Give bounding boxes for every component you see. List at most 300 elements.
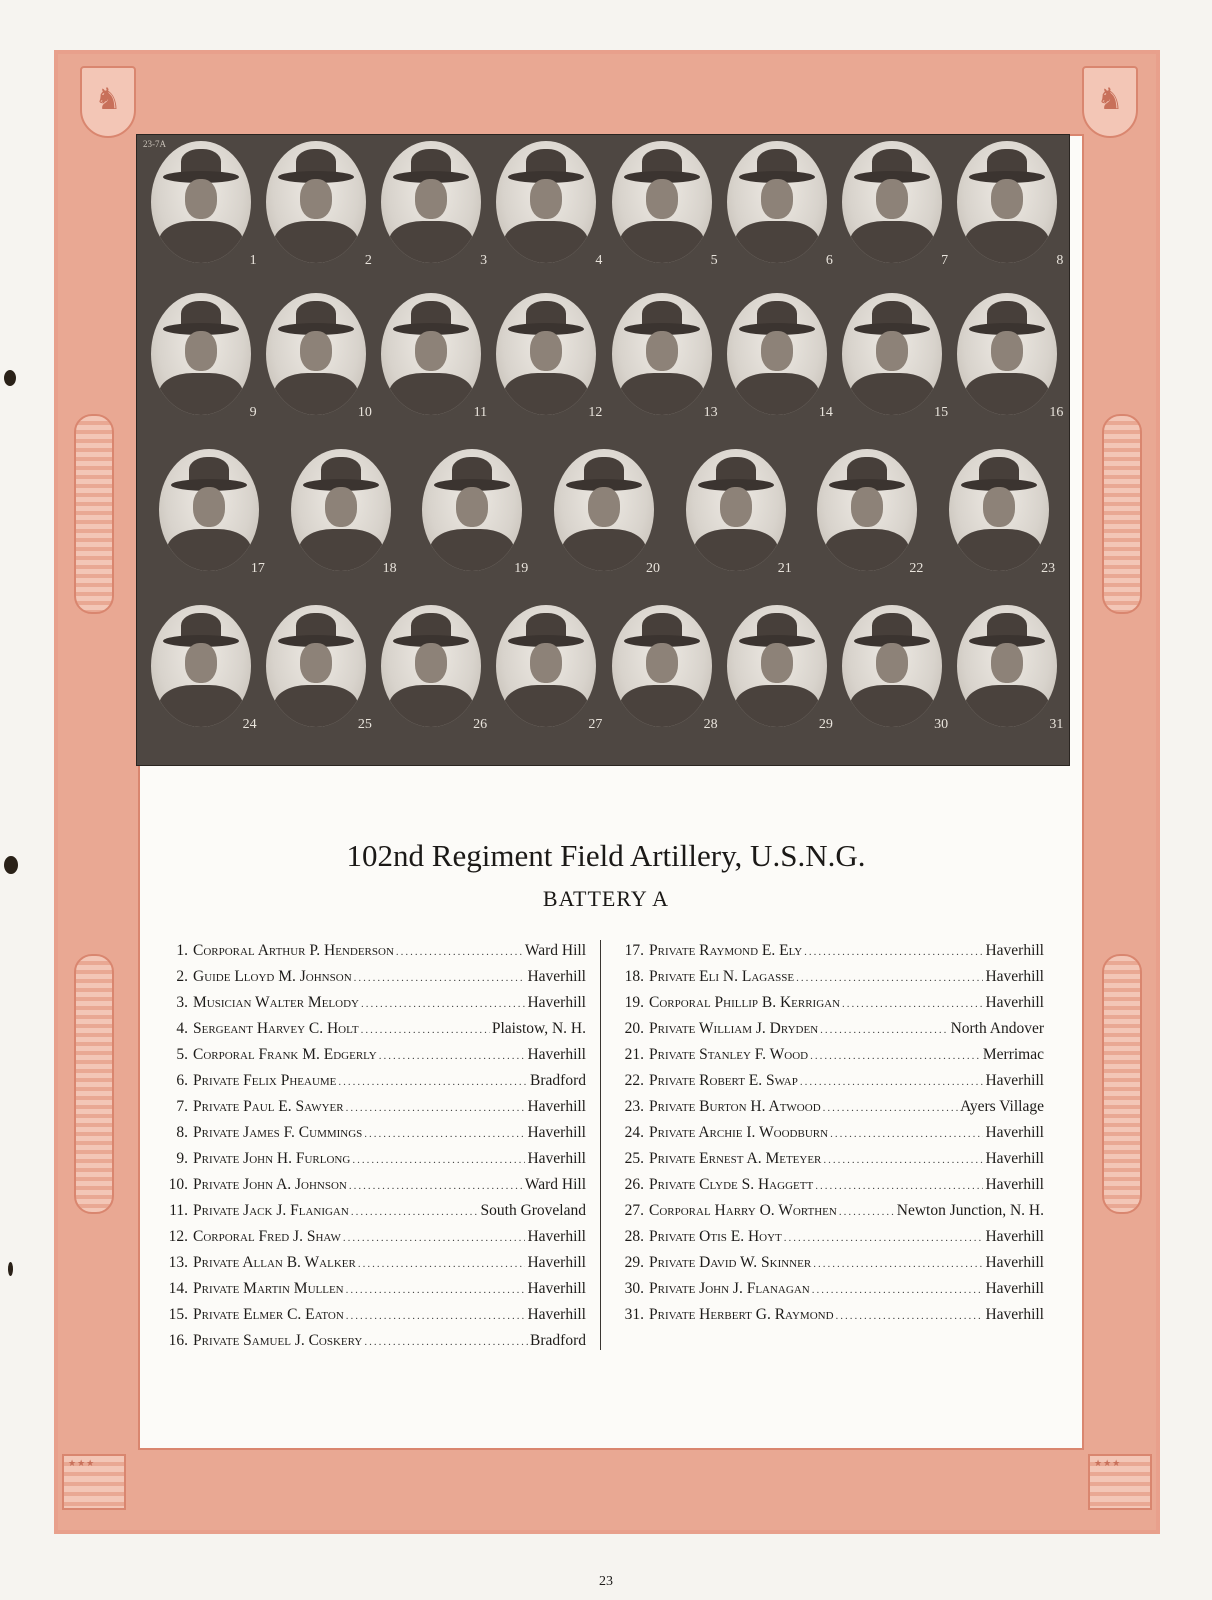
hometown: Haverhill bbox=[527, 1306, 586, 1323]
entry-number: 15. bbox=[168, 1306, 188, 1323]
soldier-portrait bbox=[381, 605, 488, 732]
roster-entry bbox=[614, 1302, 1044, 1328]
portrait-oval bbox=[151, 293, 251, 415]
face bbox=[761, 643, 793, 683]
panel-code: 23-7A bbox=[143, 139, 166, 149]
uniform bbox=[735, 373, 819, 415]
entry-number: 10. bbox=[168, 1176, 188, 1193]
roster-entry bbox=[158, 1120, 586, 1146]
hometown: Haverhill bbox=[985, 1254, 1044, 1271]
entry-number: 19. bbox=[624, 994, 644, 1011]
roster-entry bbox=[614, 1068, 1044, 1094]
portrait-oval bbox=[842, 293, 942, 415]
hometown: Haverhill bbox=[527, 1254, 586, 1271]
hometown: Bradford bbox=[530, 1332, 586, 1349]
uniform bbox=[965, 373, 1049, 415]
face bbox=[300, 179, 332, 219]
face bbox=[646, 643, 678, 683]
hometown: Haverhill bbox=[985, 968, 1044, 985]
soldier-name: Private John A. Johnson bbox=[193, 1176, 347, 1193]
soldier-portrait bbox=[266, 605, 372, 732]
portrait-oval bbox=[727, 605, 827, 727]
soldier-portrait bbox=[817, 449, 924, 576]
dot-leader bbox=[396, 939, 523, 965]
portrait-number: 28 bbox=[703, 717, 718, 732]
hometown: Haverhill bbox=[985, 1150, 1044, 1167]
dot-leader bbox=[810, 1043, 981, 1069]
soldier-name: Private John J. Flanagan bbox=[649, 1280, 810, 1297]
entry-number: 1. bbox=[176, 942, 188, 959]
entry-number: 30. bbox=[624, 1280, 644, 1297]
soldier-emblem-left: ♞ bbox=[80, 66, 136, 138]
face bbox=[876, 179, 908, 219]
face bbox=[185, 331, 217, 371]
soldier-name: Corporal Phillip B. Kerrigan bbox=[649, 994, 841, 1011]
portrait-oval bbox=[612, 605, 712, 727]
soldier-name: Musician Walter Melody bbox=[193, 994, 359, 1011]
dot-leader bbox=[815, 1173, 983, 1199]
soldier-name: Sergeant Harvey C. Holt bbox=[193, 1020, 359, 1037]
portrait-number: 27 bbox=[588, 717, 603, 732]
portrait-oval bbox=[842, 605, 942, 727]
entry-number: 3. bbox=[176, 994, 188, 1011]
portrait-number: 24 bbox=[242, 717, 257, 732]
hometown: Newton Junction, N. H. bbox=[896, 1202, 1044, 1219]
roster-entry bbox=[614, 938, 1044, 964]
soldier-portrait bbox=[957, 141, 1064, 268]
portrait-oval bbox=[817, 449, 917, 571]
dot-leader bbox=[813, 1251, 983, 1277]
soldier-portrait bbox=[496, 293, 603, 420]
face bbox=[530, 331, 562, 371]
entry-number: 21. bbox=[624, 1046, 644, 1063]
dot-leader bbox=[842, 991, 983, 1017]
roster-entry bbox=[158, 1042, 586, 1068]
portrait-oval bbox=[686, 449, 786, 571]
soldier-name: Private Raymond E. Ely bbox=[649, 942, 803, 959]
face bbox=[991, 643, 1023, 683]
portrait-number: 19 bbox=[514, 561, 529, 576]
portrait-number: 6 bbox=[825, 253, 833, 268]
portrait-number: 14 bbox=[818, 405, 833, 420]
portrait-number: 5 bbox=[710, 253, 718, 268]
uniform bbox=[504, 685, 588, 727]
hometown: Haverhill bbox=[985, 1072, 1044, 1089]
dot-leader bbox=[820, 1017, 948, 1043]
soldier-name: Private David W. Skinner bbox=[649, 1254, 812, 1271]
entry-number: 5. bbox=[176, 1046, 188, 1063]
hometown: Haverhill bbox=[527, 968, 586, 985]
uniform bbox=[274, 685, 358, 727]
roster-entry bbox=[158, 964, 586, 990]
soldier-portrait bbox=[727, 605, 833, 732]
hometown: Haverhill bbox=[985, 1280, 1044, 1297]
dot-leader bbox=[354, 965, 526, 991]
hometown: Haverhill bbox=[527, 1280, 586, 1297]
uniform bbox=[735, 221, 819, 263]
uniform bbox=[430, 529, 514, 571]
uniform bbox=[562, 529, 646, 571]
soldier-portrait bbox=[612, 141, 718, 268]
hometown: Haverhill bbox=[985, 1228, 1044, 1245]
soldier-name: Private Paul E. Sawyer bbox=[193, 1098, 344, 1115]
portrait-number: 4 bbox=[595, 253, 603, 268]
dot-leader bbox=[351, 1199, 479, 1225]
dot-leader bbox=[346, 1303, 526, 1329]
entry-number: 9. bbox=[176, 1150, 188, 1167]
entry-number: 31. bbox=[624, 1306, 644, 1323]
hometown: North Andover bbox=[950, 1020, 1044, 1037]
soldier-name: Private William J. Dryden bbox=[649, 1020, 819, 1037]
roster-entry bbox=[158, 1094, 586, 1120]
portrait-grid bbox=[136, 134, 1070, 766]
soldier-name: Private Allan B. Walker bbox=[193, 1254, 356, 1271]
soldier-name: Private Clyde S. Haggett bbox=[649, 1176, 814, 1193]
portrait-number: 16 bbox=[1049, 405, 1064, 420]
soldier-name: Corporal Arthur P. Henderson bbox=[193, 942, 394, 959]
soldier-portrait bbox=[151, 605, 257, 732]
soldier-portrait bbox=[842, 141, 949, 268]
soldier-name: Private Elmer C. Eaton bbox=[193, 1306, 344, 1323]
uniform bbox=[159, 221, 243, 263]
portrait-number: 25 bbox=[357, 717, 372, 732]
face bbox=[193, 487, 225, 527]
hometown: Ward Hill bbox=[524, 942, 586, 959]
portrait-oval bbox=[266, 605, 366, 727]
hometown: Haverhill bbox=[985, 994, 1044, 1011]
face bbox=[876, 331, 908, 371]
dot-leader bbox=[812, 1277, 984, 1303]
roster-entry bbox=[614, 1250, 1044, 1276]
face bbox=[456, 487, 488, 527]
soldier-name: Guide Lloyd M. Johnson bbox=[193, 968, 352, 985]
face bbox=[991, 331, 1023, 371]
hometown: Merrimac bbox=[982, 1046, 1044, 1063]
dot-leader bbox=[364, 1121, 525, 1147]
hometown: South Groveland bbox=[480, 1202, 586, 1219]
portrait-number: 26 bbox=[473, 717, 488, 732]
portrait-oval bbox=[159, 449, 259, 571]
uniform bbox=[957, 529, 1041, 571]
entry-number: 20. bbox=[624, 1020, 644, 1037]
face bbox=[646, 179, 678, 219]
portrait-oval bbox=[496, 141, 596, 263]
roster-entry bbox=[158, 1146, 586, 1172]
uniform bbox=[825, 529, 909, 571]
uniform bbox=[299, 529, 383, 571]
face bbox=[761, 331, 793, 371]
soldier-portrait bbox=[381, 141, 488, 268]
soldier-portrait bbox=[381, 293, 488, 420]
portrait-number: 11 bbox=[473, 405, 488, 420]
page-title: 102nd Regiment Field Artillery, U.S.N.G. bbox=[346, 838, 866, 873]
roster-entry bbox=[158, 1276, 586, 1302]
portrait-oval bbox=[727, 141, 827, 263]
uniform bbox=[694, 529, 778, 571]
uniform bbox=[274, 221, 358, 263]
uniform bbox=[159, 685, 243, 727]
portrait-oval bbox=[612, 141, 712, 263]
uniform bbox=[389, 685, 473, 727]
scroll-ornament-left bbox=[74, 414, 114, 614]
portrait-number: 30 bbox=[934, 717, 949, 732]
roster-entry bbox=[614, 1042, 1044, 1068]
uniform bbox=[504, 373, 588, 415]
uniform bbox=[850, 685, 934, 727]
portrait-number: 12 bbox=[588, 405, 603, 420]
roster-entry bbox=[614, 964, 1044, 990]
uniform bbox=[159, 373, 243, 415]
page-subtitle: BATTERY A bbox=[542, 886, 670, 911]
entry-number: 13. bbox=[168, 1254, 188, 1271]
soldier-name: Corporal Fred J. Shaw bbox=[193, 1228, 341, 1245]
soldier-name: Corporal Frank M. Edgerly bbox=[193, 1046, 377, 1063]
soldier-portrait bbox=[151, 141, 257, 268]
roster-entry bbox=[614, 1198, 1044, 1224]
roster-entry bbox=[158, 938, 586, 964]
face bbox=[646, 331, 678, 371]
dot-leader bbox=[343, 1225, 526, 1251]
portrait-number: 15 bbox=[934, 405, 949, 420]
portrait-oval bbox=[151, 605, 251, 727]
roster-right-column bbox=[614, 938, 1044, 1328]
portrait-oval bbox=[381, 293, 481, 415]
soldier-portrait bbox=[949, 449, 1056, 576]
uniform bbox=[965, 221, 1049, 263]
uniform bbox=[850, 221, 934, 263]
hometown: Haverhill bbox=[985, 942, 1044, 959]
soldier-name: Private Eli N. Lagasse bbox=[649, 968, 795, 985]
entry-number: 7. bbox=[176, 1098, 188, 1115]
soldier-portrait bbox=[422, 449, 529, 576]
soldier-portrait bbox=[686, 449, 792, 576]
dot-leader bbox=[800, 1069, 984, 1095]
flag-emblem-left: ★★★ bbox=[62, 1454, 126, 1510]
portrait-oval bbox=[266, 141, 366, 263]
page-number: 23 bbox=[599, 1574, 613, 1589]
soldier-portrait bbox=[957, 605, 1064, 732]
roster-entry bbox=[158, 1016, 586, 1042]
soldier-portrait bbox=[291, 449, 397, 576]
roster-entry bbox=[614, 1120, 1044, 1146]
hometown: Haverhill bbox=[527, 1150, 586, 1167]
soldier-name: Private Archie I. Woodburn bbox=[649, 1124, 829, 1141]
scroll-ornament-left bbox=[74, 954, 114, 1214]
entry-number: 23. bbox=[624, 1098, 644, 1115]
roster-entry bbox=[158, 1068, 586, 1094]
soldier-name: Private Robert E. Swap bbox=[649, 1072, 798, 1089]
entry-number: 8. bbox=[176, 1124, 188, 1141]
soldier-portrait bbox=[842, 293, 949, 420]
face bbox=[185, 179, 217, 219]
uniform bbox=[504, 221, 588, 263]
dot-leader bbox=[804, 939, 983, 965]
face bbox=[991, 179, 1023, 219]
face bbox=[415, 179, 447, 219]
uniform bbox=[389, 373, 473, 415]
dot-leader bbox=[823, 1147, 983, 1173]
roster-entry bbox=[158, 1172, 586, 1198]
portrait-oval bbox=[291, 449, 391, 571]
hometown: Haverhill bbox=[985, 1124, 1044, 1141]
roster-entry bbox=[614, 990, 1044, 1016]
portrait-number: 21 bbox=[777, 561, 792, 576]
soldier-name: Private James F. Cummings bbox=[193, 1124, 363, 1141]
portrait-oval bbox=[496, 293, 596, 415]
soldier-name: Private Jack J. Flanigan bbox=[193, 1202, 349, 1219]
roster-entry bbox=[614, 1146, 1044, 1172]
dot-leader bbox=[796, 965, 983, 991]
soldier-portrait bbox=[496, 605, 603, 732]
portrait-number: 29 bbox=[818, 717, 833, 732]
soldier-portrait bbox=[727, 141, 833, 268]
portrait-oval bbox=[422, 449, 522, 571]
soldier-name: Private Martin Mullen bbox=[193, 1280, 344, 1297]
hometown: Haverhill bbox=[527, 1228, 586, 1245]
face bbox=[876, 643, 908, 683]
soldier-name: Private Felix Pheaume bbox=[193, 1072, 337, 1089]
roster-entry bbox=[614, 1172, 1044, 1198]
portrait-oval bbox=[727, 293, 827, 415]
scroll-ornament-right bbox=[1102, 414, 1142, 614]
portrait-oval bbox=[957, 293, 1057, 415]
soldier-name: Private Ernest A. Meteyer bbox=[649, 1150, 822, 1167]
dot-leader bbox=[338, 1069, 528, 1095]
entry-number: 24. bbox=[624, 1124, 644, 1141]
dot-leader bbox=[364, 1329, 528, 1355]
portrait-oval bbox=[381, 141, 481, 263]
entry-number: 17. bbox=[624, 942, 644, 959]
binder-hole bbox=[4, 370, 16, 386]
soldier-portrait bbox=[842, 605, 949, 732]
portrait-number: 1 bbox=[249, 253, 257, 268]
hometown: Ayers Village bbox=[960, 1098, 1044, 1115]
roster-entry bbox=[158, 1328, 586, 1354]
portrait-oval bbox=[496, 605, 596, 727]
uniform bbox=[389, 221, 473, 263]
hometown: Haverhill bbox=[985, 1306, 1044, 1323]
soldier-portrait bbox=[554, 449, 660, 576]
uniform bbox=[620, 373, 704, 415]
portrait-number: 22 bbox=[909, 561, 924, 576]
dot-leader bbox=[361, 1017, 490, 1043]
dot-leader bbox=[823, 1095, 958, 1121]
face bbox=[300, 643, 332, 683]
portrait-number: 20 bbox=[646, 561, 660, 576]
face bbox=[185, 643, 217, 683]
hometown: Haverhill bbox=[527, 1124, 586, 1141]
uniform bbox=[620, 685, 704, 727]
portrait-oval bbox=[957, 605, 1057, 727]
soldier-portrait bbox=[496, 141, 603, 268]
entry-number: 29. bbox=[624, 1254, 644, 1271]
dot-leader bbox=[379, 1043, 526, 1069]
face bbox=[530, 179, 562, 219]
face bbox=[415, 331, 447, 371]
entry-number: 2. bbox=[176, 968, 188, 985]
soldier-name: Private Herbert G. Raymond bbox=[649, 1306, 834, 1323]
portrait-oval bbox=[612, 293, 712, 415]
portrait-oval bbox=[949, 449, 1049, 571]
hometown: Plaistow, N. H. bbox=[491, 1020, 586, 1037]
portrait-number: 3 bbox=[480, 253, 488, 268]
dot-leader bbox=[836, 1303, 984, 1329]
uniform bbox=[850, 373, 934, 415]
entry-number: 18. bbox=[624, 968, 644, 985]
face bbox=[415, 643, 447, 683]
roster-entry bbox=[614, 1276, 1044, 1302]
soldier-portrait bbox=[266, 293, 372, 420]
soldier-emblem-right: ♞ bbox=[1082, 66, 1138, 138]
entry-number: 11. bbox=[169, 1202, 188, 1219]
entry-number: 22. bbox=[624, 1072, 644, 1089]
soldier-name: Private Otis E. Hoyt bbox=[649, 1228, 782, 1245]
portrait-number: 8 bbox=[1056, 253, 1064, 268]
hometown: Haverhill bbox=[527, 1046, 586, 1063]
face bbox=[851, 487, 883, 527]
portrait-number: 18 bbox=[382, 561, 397, 576]
dot-leader bbox=[358, 1251, 526, 1277]
portrait-oval bbox=[151, 141, 251, 263]
face bbox=[530, 643, 562, 683]
face bbox=[720, 487, 752, 527]
dot-leader bbox=[349, 1173, 523, 1199]
soldier-portrait bbox=[957, 293, 1064, 420]
roster-entry bbox=[158, 1302, 586, 1328]
hometown: Haverhill bbox=[527, 1098, 586, 1115]
uniform bbox=[167, 529, 251, 571]
entry-number: 28. bbox=[624, 1228, 644, 1245]
portrait-oval bbox=[554, 449, 654, 571]
column-divider bbox=[600, 940, 601, 1350]
dot-leader bbox=[830, 1121, 983, 1147]
dot-leader bbox=[361, 991, 525, 1017]
soldier-portrait bbox=[159, 449, 265, 576]
hometown: Haverhill bbox=[527, 994, 586, 1011]
face bbox=[588, 487, 620, 527]
face bbox=[325, 487, 357, 527]
soldier-portrait bbox=[612, 605, 718, 732]
soldier-name: Private John H. Furlong bbox=[193, 1150, 351, 1167]
entry-number: 14. bbox=[168, 1280, 188, 1297]
portrait-number: 10 bbox=[357, 405, 372, 420]
roster-entry bbox=[158, 1250, 586, 1276]
uniform bbox=[274, 373, 358, 415]
roster-entry bbox=[158, 1224, 586, 1250]
portrait-number: 9 bbox=[249, 405, 257, 420]
roster-entry bbox=[614, 1094, 1044, 1120]
soldier-name: Corporal Harry O. Worthen bbox=[649, 1202, 837, 1219]
portrait-number: 2 bbox=[364, 253, 372, 268]
soldier-name: Private Stanley F. Wood bbox=[649, 1046, 809, 1063]
entry-number: 12. bbox=[168, 1228, 188, 1245]
entry-number: 4. bbox=[176, 1020, 188, 1037]
portrait-number: 17 bbox=[250, 561, 265, 576]
portrait-number: 31 bbox=[1049, 717, 1064, 732]
dot-leader bbox=[839, 1199, 895, 1225]
portrait-oval bbox=[381, 605, 481, 727]
uniform bbox=[965, 685, 1049, 727]
dot-leader bbox=[352, 1147, 525, 1173]
dot-leader bbox=[346, 1277, 526, 1303]
entry-number: 25. bbox=[624, 1150, 644, 1167]
soldier-portrait bbox=[151, 293, 257, 420]
dot-leader bbox=[784, 1225, 984, 1251]
uniform bbox=[735, 685, 819, 727]
face bbox=[983, 487, 1015, 527]
soldier-portrait bbox=[612, 293, 718, 420]
roster-left-column bbox=[158, 938, 586, 1354]
